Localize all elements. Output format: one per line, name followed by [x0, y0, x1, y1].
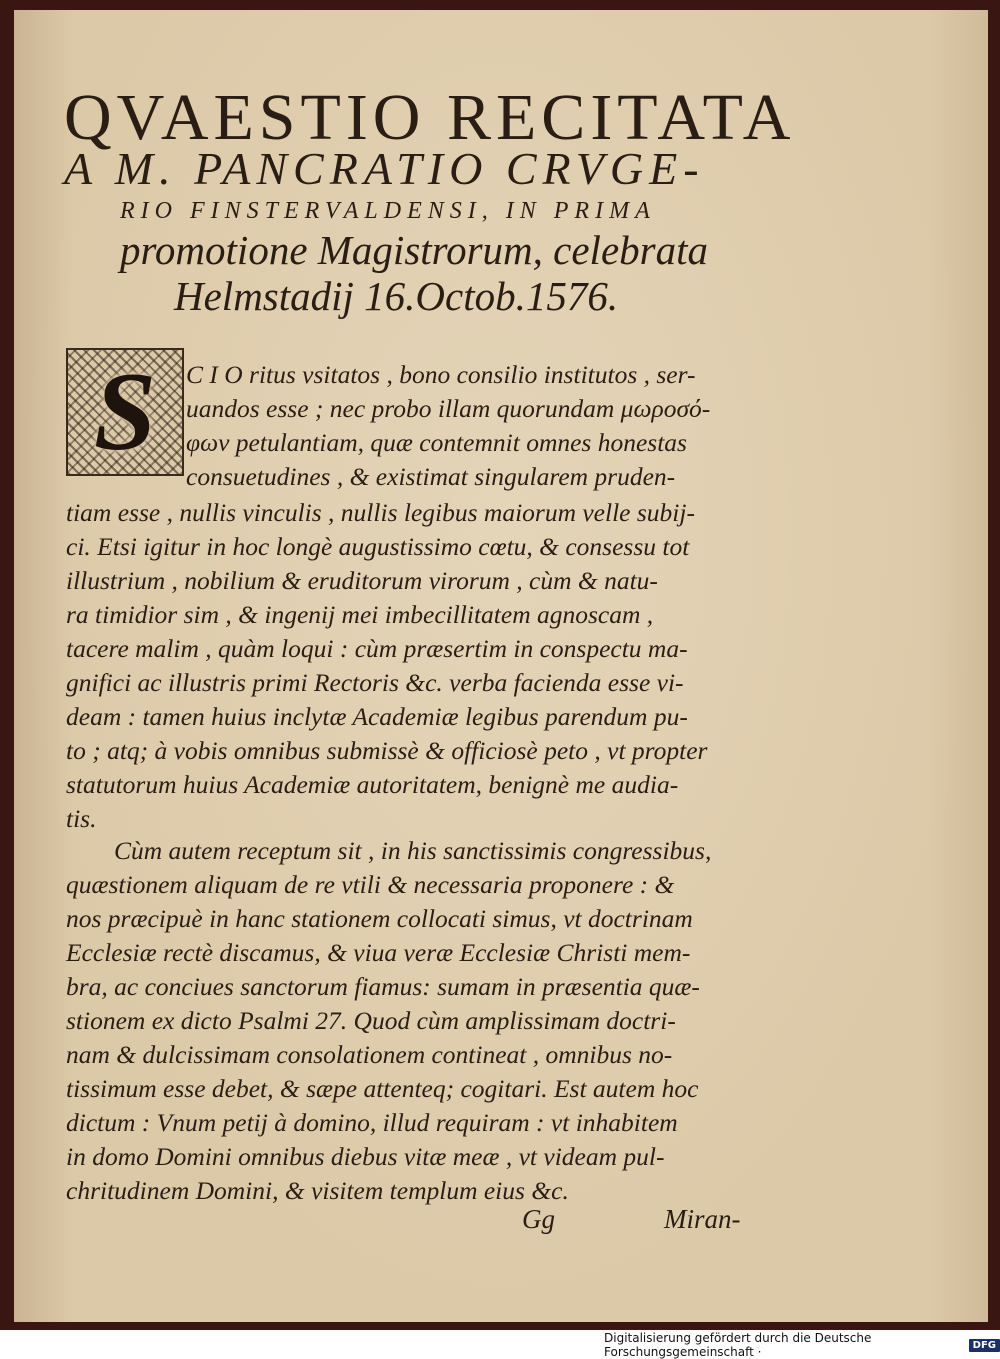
signature-mark: Gg: [522, 1204, 555, 1234]
text-line: Ecclesiæ rectè discamus, & viua veræ Ecclesiæ Christi mem-: [66, 938, 691, 967]
text-line: ra timidior sim , & ingenij mei imbecillitatem agnoscam ,: [66, 600, 654, 629]
text-line: stionem ex dicto Psalmi 27. Quod cùm amplissimam doctri-: [66, 1006, 676, 1035]
text-line: dictum : Vnum petij à domino, illud requiram : vt inhabitem: [66, 1108, 678, 1137]
text-line: statutorum huius Academiæ autoritatem, benignè me audia-: [66, 770, 679, 799]
text-line: to ; atq; à vobis omnibus submissè & officiosè peto , vt propter: [66, 736, 708, 765]
text-line: nos præcipuè in hanc stationem collocati simus, vt doctrinam: [66, 904, 693, 933]
text-line: ci. Etsi igitur in hoc longè augustissimo cœtu, & consessu tot: [66, 532, 690, 561]
decorated-initial-letter: S: [93, 349, 157, 474]
decorated-initial: [66, 348, 184, 476]
text-line: tiam esse , nullis vinculis , nullis legibus maiorum velle subij-: [66, 498, 695, 527]
text-line: C I O ritus vsitatos , bono consilio institutos , ser-: [186, 360, 696, 389]
text-line: φων petulantiam, quæ contemnit omnes honestas: [186, 428, 687, 457]
text-line: tissimum esse debet, & sæpe attenteq; cogitari. Est autem hoc: [66, 1074, 699, 1103]
text-line: illustrium , nobilium & eruditorum virorum , cùm & natu-: [66, 566, 658, 595]
text-line: in domo Domini omnibus diebus vitæ meæ , vt videam pul-: [66, 1142, 665, 1171]
title-line-4: promotione Magistrorum, celebrata: [120, 227, 708, 273]
text-line: tis.: [66, 804, 97, 833]
text-line: quæstionem aliquam de re vtili & necessaria proponere : &: [66, 870, 675, 899]
title-line-5: Helmstadij 16.Octob.1576.: [174, 273, 619, 319]
text-line: tacere malim , quàm loqui : cùm præsertim in conspectu ma-: [66, 634, 688, 663]
title-line-3: RIO FINSTERVALDENSI, IN PRIMA: [120, 198, 656, 224]
book-page: [14, 10, 988, 1322]
text-line: consuetudines , & existimat singularem pruden-: [186, 462, 676, 491]
text-line: nam & dulcissimam consolationem contineat , omnibus no-: [66, 1040, 673, 1069]
credit-text: Digitalisierung gefördert durch die Deutsche Forschungsgemeinschaft ·: [604, 1331, 872, 1359]
catchword: Miran-: [664, 1204, 741, 1234]
text-line: deam : tamen huius inclytæ Academiæ legibus parendum pu-: [66, 702, 688, 731]
text-line: uandos esse ; nec probo illam quorundam μωροσό-: [186, 394, 711, 423]
title-line-2: A M. PANCRATIO CRVGE-: [64, 143, 705, 194]
title-line-1: QVAESTIO RECITATA: [64, 81, 796, 154]
text-line: bra, ac conciues sanctorum fiamus: sumam in præsentia quæ-: [66, 972, 700, 1001]
text-line: chritudinem Domini, & visitem templum eius &c.: [66, 1176, 569, 1205]
text-line: gnifici ac illustris primi Rectoris &c. verba facienda esse vi-: [66, 668, 684, 697]
text-line: Cùm autem receptum sit , in his sanctissimis congressibus,: [114, 836, 712, 865]
digitization-credit: [604, 1331, 1000, 1359]
dfg-logo: DFG: [969, 1339, 1000, 1352]
